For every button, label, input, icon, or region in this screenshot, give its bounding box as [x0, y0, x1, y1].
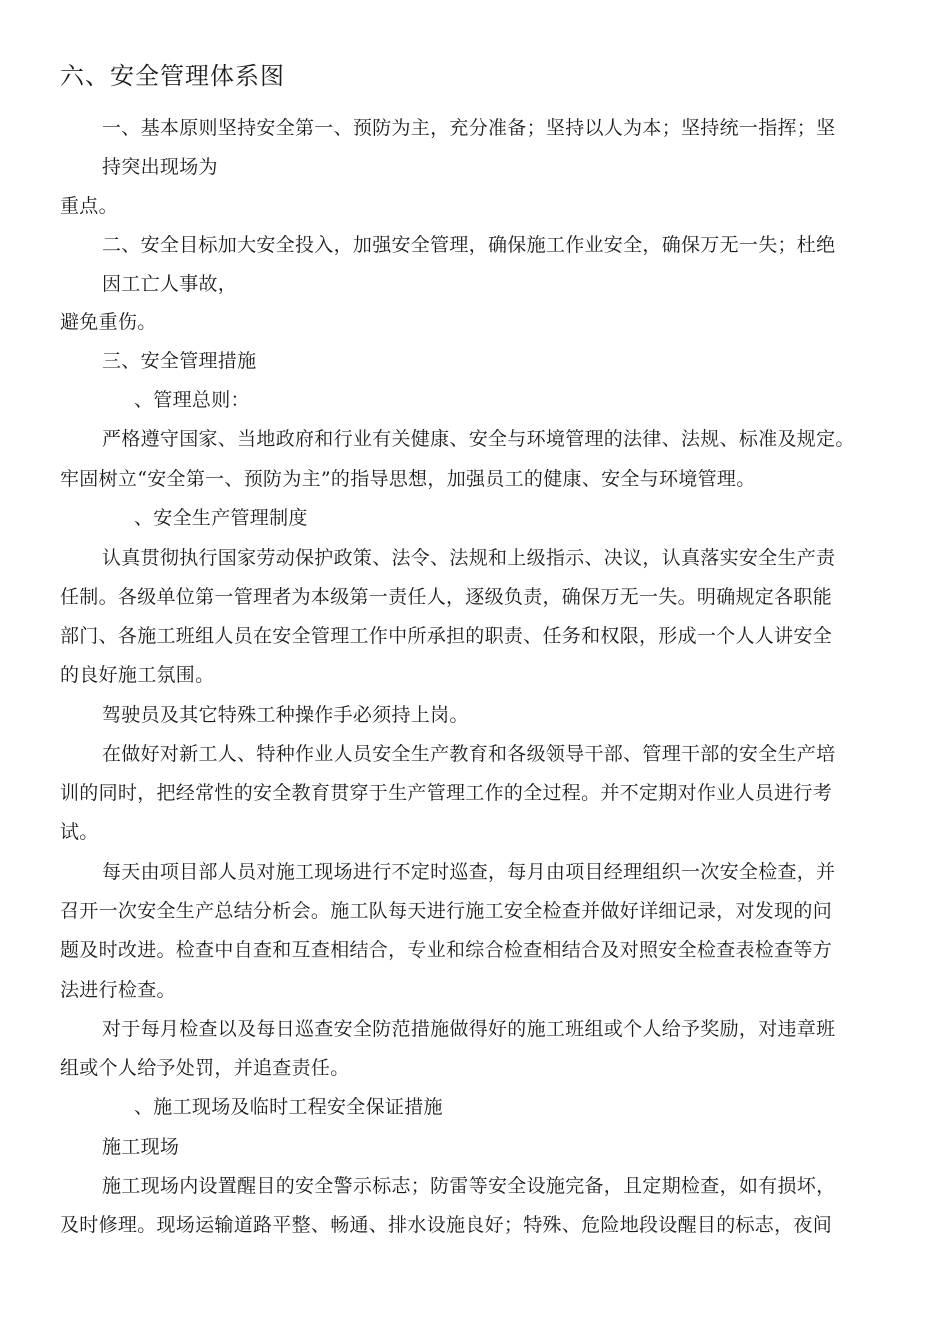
text-line: 避免重伤。 — [60, 311, 157, 333]
text-line: 认真贯彻执行国家劳动保护政策、法令、法规和上级指示、决议，认真落实安全生产责 — [102, 547, 836, 569]
text-line: 严格遵守国家、当地政府和行业有关健康、安全与环境管理的法律、法规、标准及规定。 — [102, 428, 855, 450]
text-line: 法进行检查。 — [60, 979, 176, 1001]
text-line: 部门、各施工班组人员在安全管理工作中所承担的职责、任务和权限，形成一个人人讲安全 — [60, 625, 833, 647]
text-line: 题及时改进。检查中自查和互查相结合，专业和综合检查相结合及对照安全检查表检查等方 — [60, 939, 833, 961]
text-line: 组或个人给予处罚，并追查责任。 — [60, 1057, 350, 1079]
subsection-heading: 、管理总则： — [134, 389, 250, 411]
text-line: 重点。 — [60, 195, 118, 217]
text-line: 施工现场内设置醒目的安全警示标志；防雷等安全设施完备，且定期检查，如有损坏， — [102, 1175, 836, 1197]
text-line: 在做好对新工人、特种作业人员安全生产教育和各级领导干部、管理干部的安全生产培 — [102, 743, 836, 765]
text-line: 因工亡人事故， — [102, 273, 238, 295]
section-heading: 三、安全管理措施 — [102, 350, 257, 372]
text-line: 持突出现场为 — [102, 156, 218, 178]
subsection-heading: 、施工现场及临时工程安全保证措施 — [134, 1096, 443, 1118]
subsection-heading: 、安全生产管理制度 — [134, 507, 308, 529]
text-line: 对于每月检查以及每日巡查安全防范措施做得好的施工班组或个人给予奖励，对违章班 — [102, 1018, 836, 1040]
text-line: 驾驶员及其它特殊工种操作手必须持上岗。 — [102, 704, 469, 726]
text-line: 训的同时，把经常性的安全教育贯穿于生产管理工作的全过程。并不定期对作业人员进行考 — [60, 782, 833, 804]
text-line: 一、基本原则坚持安全第一、预防为主，充分准备；坚持以人为本；坚持统一指挥；坚 — [102, 117, 836, 139]
subsection-heading: 施工现场 — [102, 1136, 180, 1158]
text-line: 召开一次安全生产总结分析会。施工队每天进行施工安全检查并做好详细记录，对发现的问 — [60, 900, 833, 922]
text-line: 每天由项目部人员对施工现场进行不定时巡查，每月由项目经理组织一次安全检查，并 — [102, 861, 836, 883]
text-line: 任制。各级单位第一管理者为本级第一责任人，逐级负责，确保万无一失。明确规定各职能 — [60, 586, 833, 608]
text-line: 牢固树立“安全第一、预防为主”的指导思想，加强员工的健康、安全与环境管理。 — [60, 468, 756, 490]
text-line: 试。 — [60, 821, 99, 843]
text-line: 及时修理。现场运输道路平整、畅通、排水设施良好；特殊、危险地段设醒目的标志，夜间 — [60, 1214, 833, 1236]
text-line: 的良好施工氛围。 — [60, 664, 215, 686]
page-title: 六、安全管理体系图 — [60, 62, 285, 90]
text-line: 二、安全目标加大安全投入，加强安全管理，确保施工作业安全，确保万无一失；杜绝 — [102, 234, 836, 256]
